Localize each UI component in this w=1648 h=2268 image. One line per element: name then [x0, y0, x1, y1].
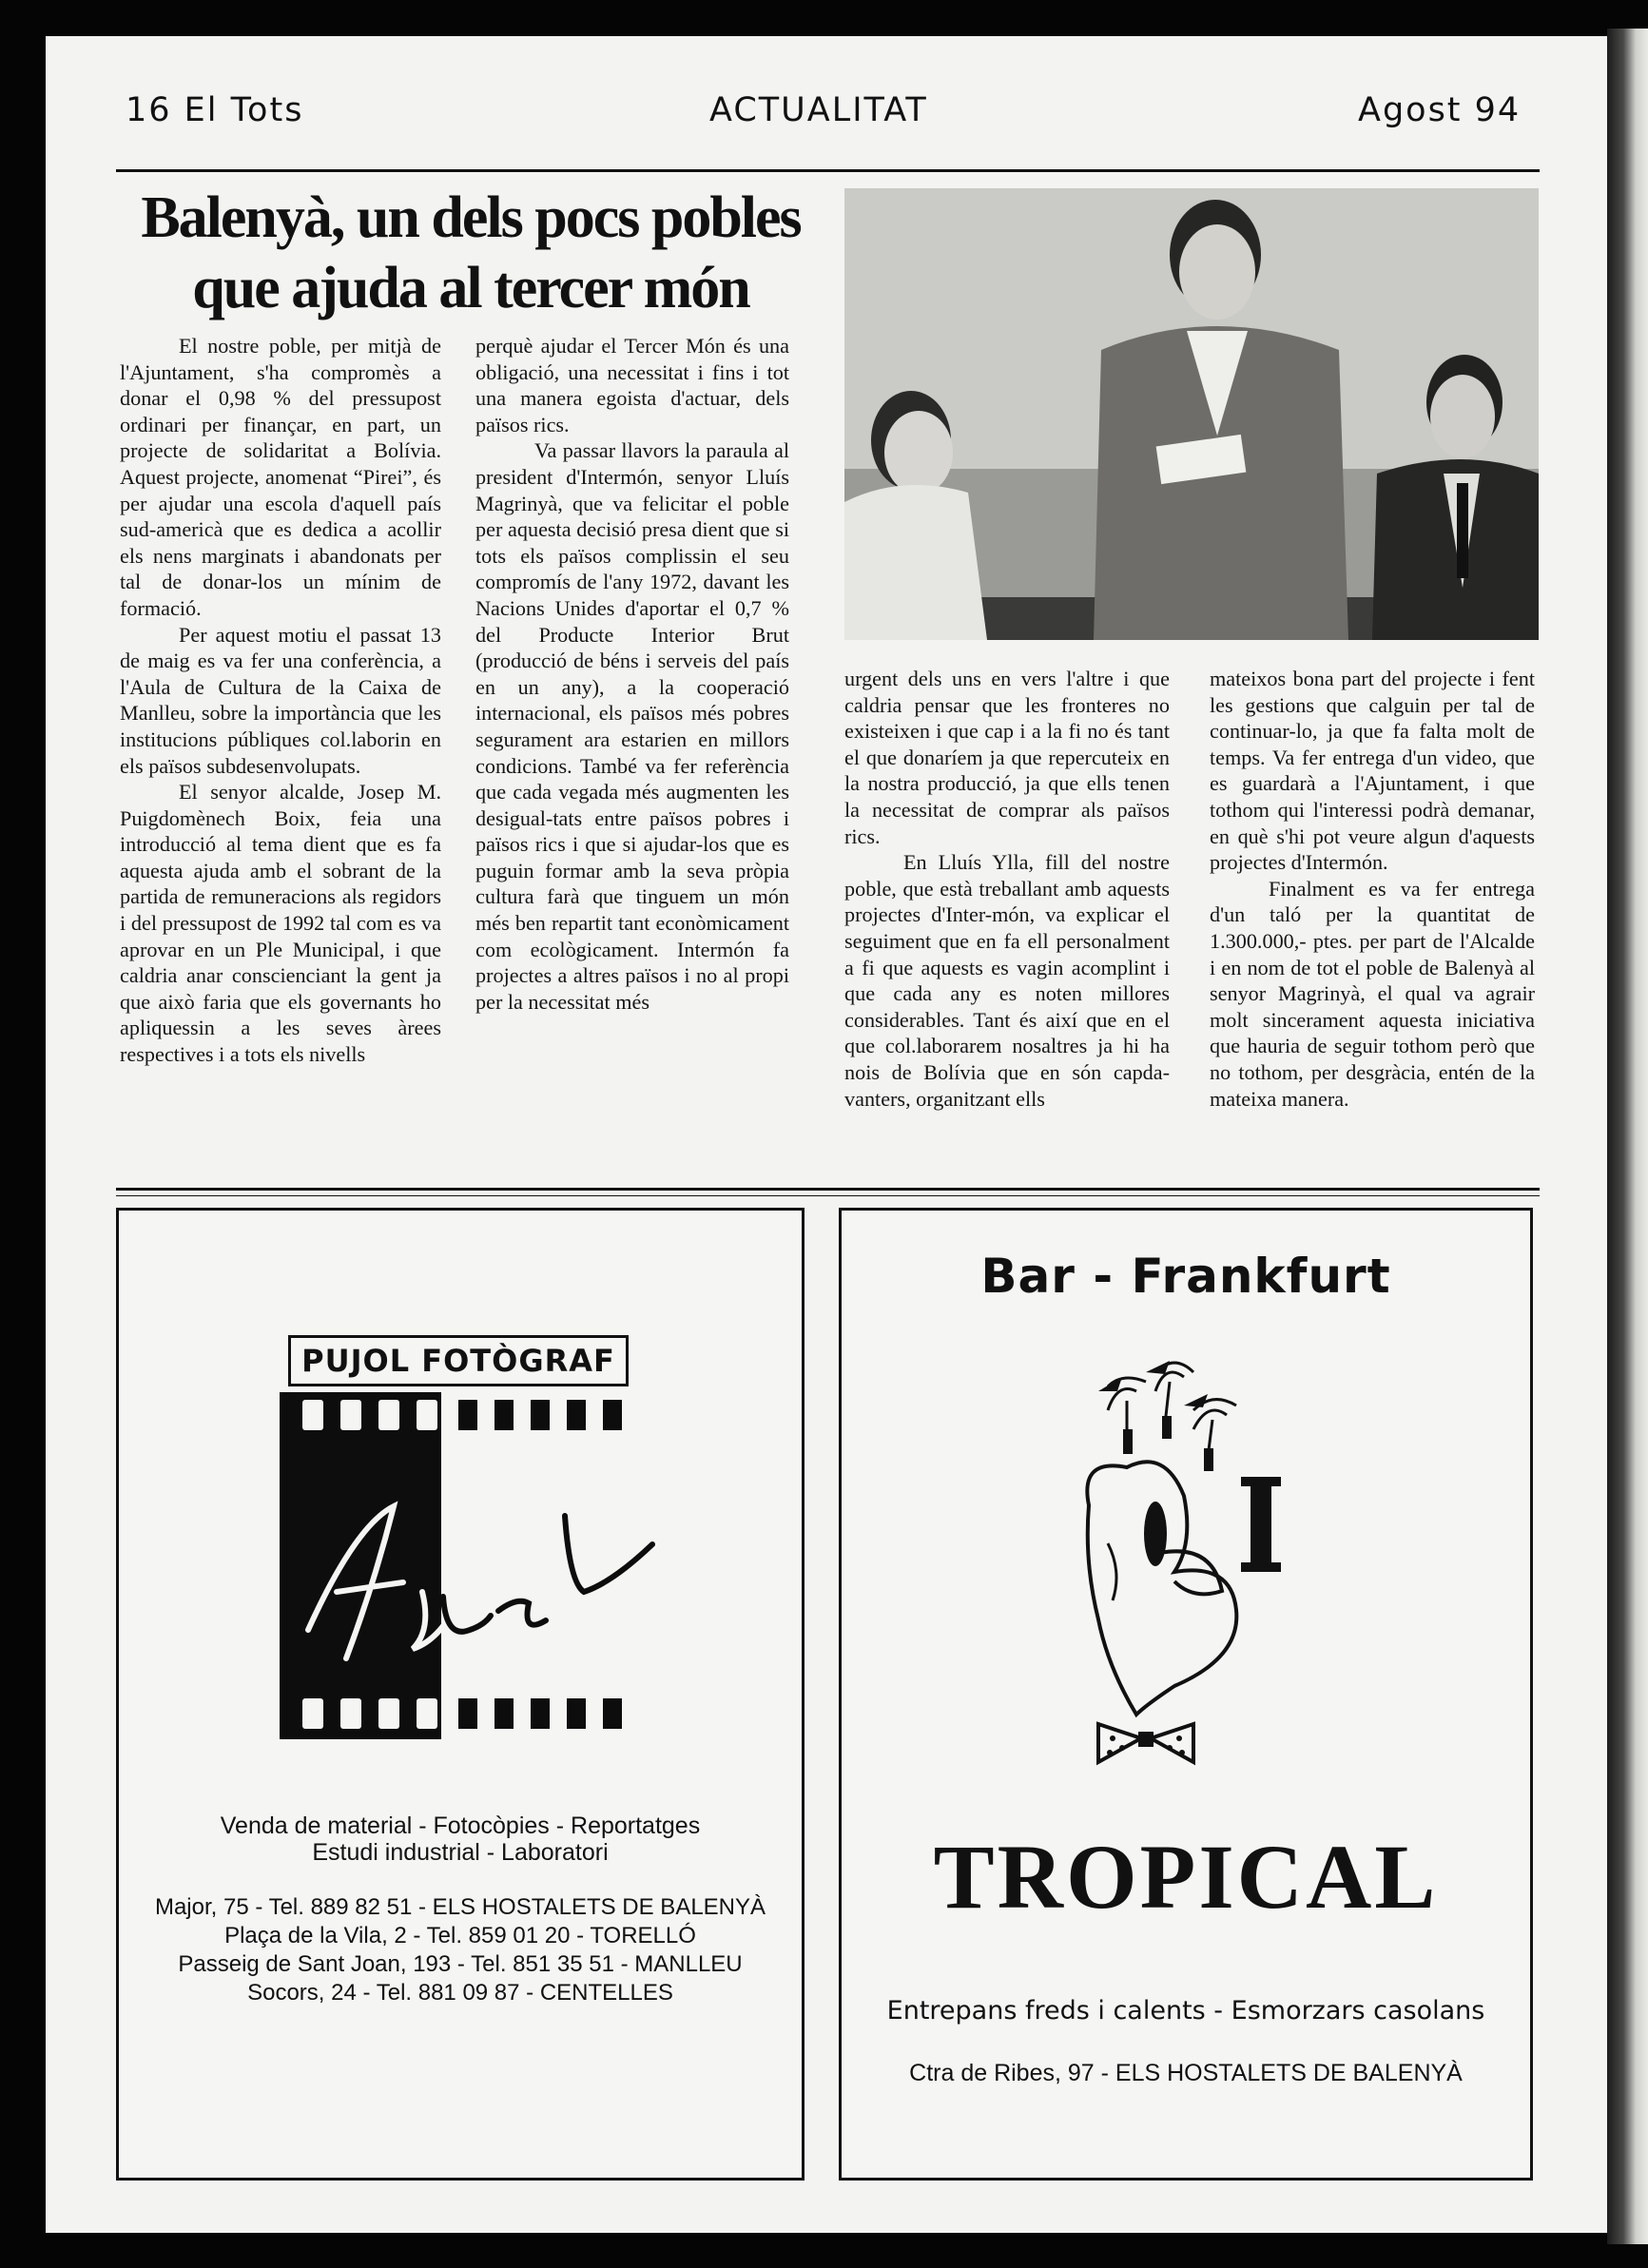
ad-tagline: Entrepans freds i calents - Esmorzars casolans	[886, 1996, 1485, 2026]
conference-photo-drawing	[844, 188, 1539, 640]
article-column-4	[1210, 666, 1535, 1112]
paragraph: El senyor alcalde, Josep M. Puigdomènech Boix, feia una introducció al tema dient que es fa aquesta ajuda amb el sobrant de la partida de remuneracions als regidors i del pressupost de 1992 tal com es va aprovar en un Ple Municipal, i que caldria anar conscienciant la gent ja que això faria que els governants ho apliquessin a les seves àrees respectives i a tots els nivells	[120, 780, 441, 1067]
ad-address: Ctra de Ribes, 97 - ELS HOSTALETS DE BALENYÀ	[909, 2060, 1463, 2086]
headline-line-2: que ajuda al tercer món	[192, 256, 749, 320]
ad-services-line-1: Venda de material - Fotocòpies - Reportatges	[220, 1812, 701, 1839]
paragraph: En Lluís Ylla, fill del nostre poble, que està treballant amb aquests projectes d'Inter-món, va explicar el seguiment que en fa ell personalment a fi que aquests es vagin acomplint i que cada any es noten millores considerables. Tant és així que en el que col.laborarem nosaltres ja hi ha nois de Bolívia que en són capda-vanters, organitzant ells	[844, 850, 1170, 1111]
paragraph: mateixos bona part del projecte i fent les gestions que calguin per tal de continuar-lo, ja que fa falta molt de temps. Va fer entrega d'un video, que es guardarà a l'Ajuntament, i que tothom qui l'interessi podrà demanar, en què s'hi pot veure algun d'aquests projectes d'Intermón.	[1210, 667, 1535, 875]
ad-brand-name: TROPICAL	[933, 1826, 1439, 1928]
ad-address-2: Plaça de la Vila, 2 - Tel. 859 01 20 - TORELLÓ	[224, 1923, 696, 1948]
article-headline	[116, 183, 825, 323]
paragraph: El nostre poble, per mitjà de l'Ajuntament, s'ha compromès a donar el 0,98 % del pressupost ordinari per finançar, en part, un projecte de solidaritat a Bolívia. Aquest projecte, anomenat “Pirei”, és per ajudar una escola d'aquell país sud-americà que es dedica a acollir els nens marginats i abandonats per tal de donar-los un mínim de formació.	[120, 334, 441, 620]
ad-address-4: Socors, 24 - Tel. 881 09 87 - CENTELLES	[247, 1980, 673, 2006]
ad-address-3: Passeig de Sant Joan, 193 - Tel. 851 35 51 - MANLLEU	[178, 1951, 743, 1977]
paragraph: Per aquest motiu el passat 13 de maig es va fer una conferència, a l'Aula de Cultura de la Caixa de Manlleu, sobre la importància que les institucions públiques col.laborin en els països subdesenvolupats.	[120, 622, 441, 778]
paragraph: Finalment es va fer entrega d'un taló per la quantitat de 1.300.000,- ptes. per part de l'Alcalde i en nom de tot el poble de Balenyà al senyor Magrinyà, el qual va agrair molt sincerament aquesta iniciativa que hauria de seguir tothom però que no tothom, per desgràcia, entén de la mateixa manera.	[1210, 876, 1535, 1111]
page-number-and-publication: 16 El Tots	[126, 91, 304, 129]
headline-line-1: Balenyà, un dels pocs pobles	[141, 185, 801, 250]
advertisement-pujol-fotograf	[116, 1208, 805, 2181]
advertisement-bar-frankfurt	[839, 1208, 1533, 2181]
ad-title: PUJOL FOTÒGRAF	[288, 1335, 629, 1386]
section-title: ACTUALITAT	[709, 91, 928, 129]
ad-address-1: Major, 75 - Tel. 889 82 51 - ELS HOSTALETS DE BALENYÀ	[154, 1894, 766, 1920]
ad-services-line-2: Estudi industrial - Laboratori	[312, 1839, 609, 1866]
article-column-3	[844, 666, 1170, 1112]
article-column-1	[120, 333, 441, 1068]
section-divider	[116, 1188, 1540, 1191]
parrot-heart-logo	[1070, 1353, 1298, 1772]
conference-photo	[844, 188, 1539, 640]
film-strip-logo	[280, 1392, 660, 1739]
paragraph: urgent dels uns en vers l'altre i que caldria pensar que les fronteres no existeixen i que cap i a la fi no és tant el que donaríem ja que repercuteix en la nostra producció, ja que ells tenen la necessitat de comprar als països rics.	[844, 667, 1170, 848]
ad-title: Bar - Frankfurt	[980, 1249, 1391, 1304]
header-rule	[116, 169, 1540, 172]
paragraph: perquè ajudar el Tercer Món és una obligació, una necessitat i fins i tot una manera egoista d'actuar, dels països rics.	[475, 334, 789, 436]
issue-date: Agost 94	[1358, 91, 1522, 129]
article-column-2	[475, 333, 789, 1015]
paragraph: Va passar llavors la paraula al president d'Intermón, senyor Lluís Magrinyà, que va felicitar el poble per aquesta decisió presa dient que si tots els països complissin el seu compromís de l'any 1972, davant les Nacions Unides d'aportar el 0,7 % del Producte Interior Brut (producció de béns i serveis del país en un any), a la cooperació internacional, els països més pobres segurament ara estarien en millors condicions. També va fer referència que cada vegada més augmenten les desigual-tats entre països pobres i països rics i que si ajudar-los que es puguin formar amb la seva pròpia cultura farà que tinguem un món més ben repartit tant econòmicament com ecològicament. Intermón fa projectes a altres països i no al propi per la necessitat més	[475, 438, 789, 1014]
page-edge-shadow	[1607, 29, 1648, 2244]
section-divider-thin	[116, 1195, 1540, 1196]
